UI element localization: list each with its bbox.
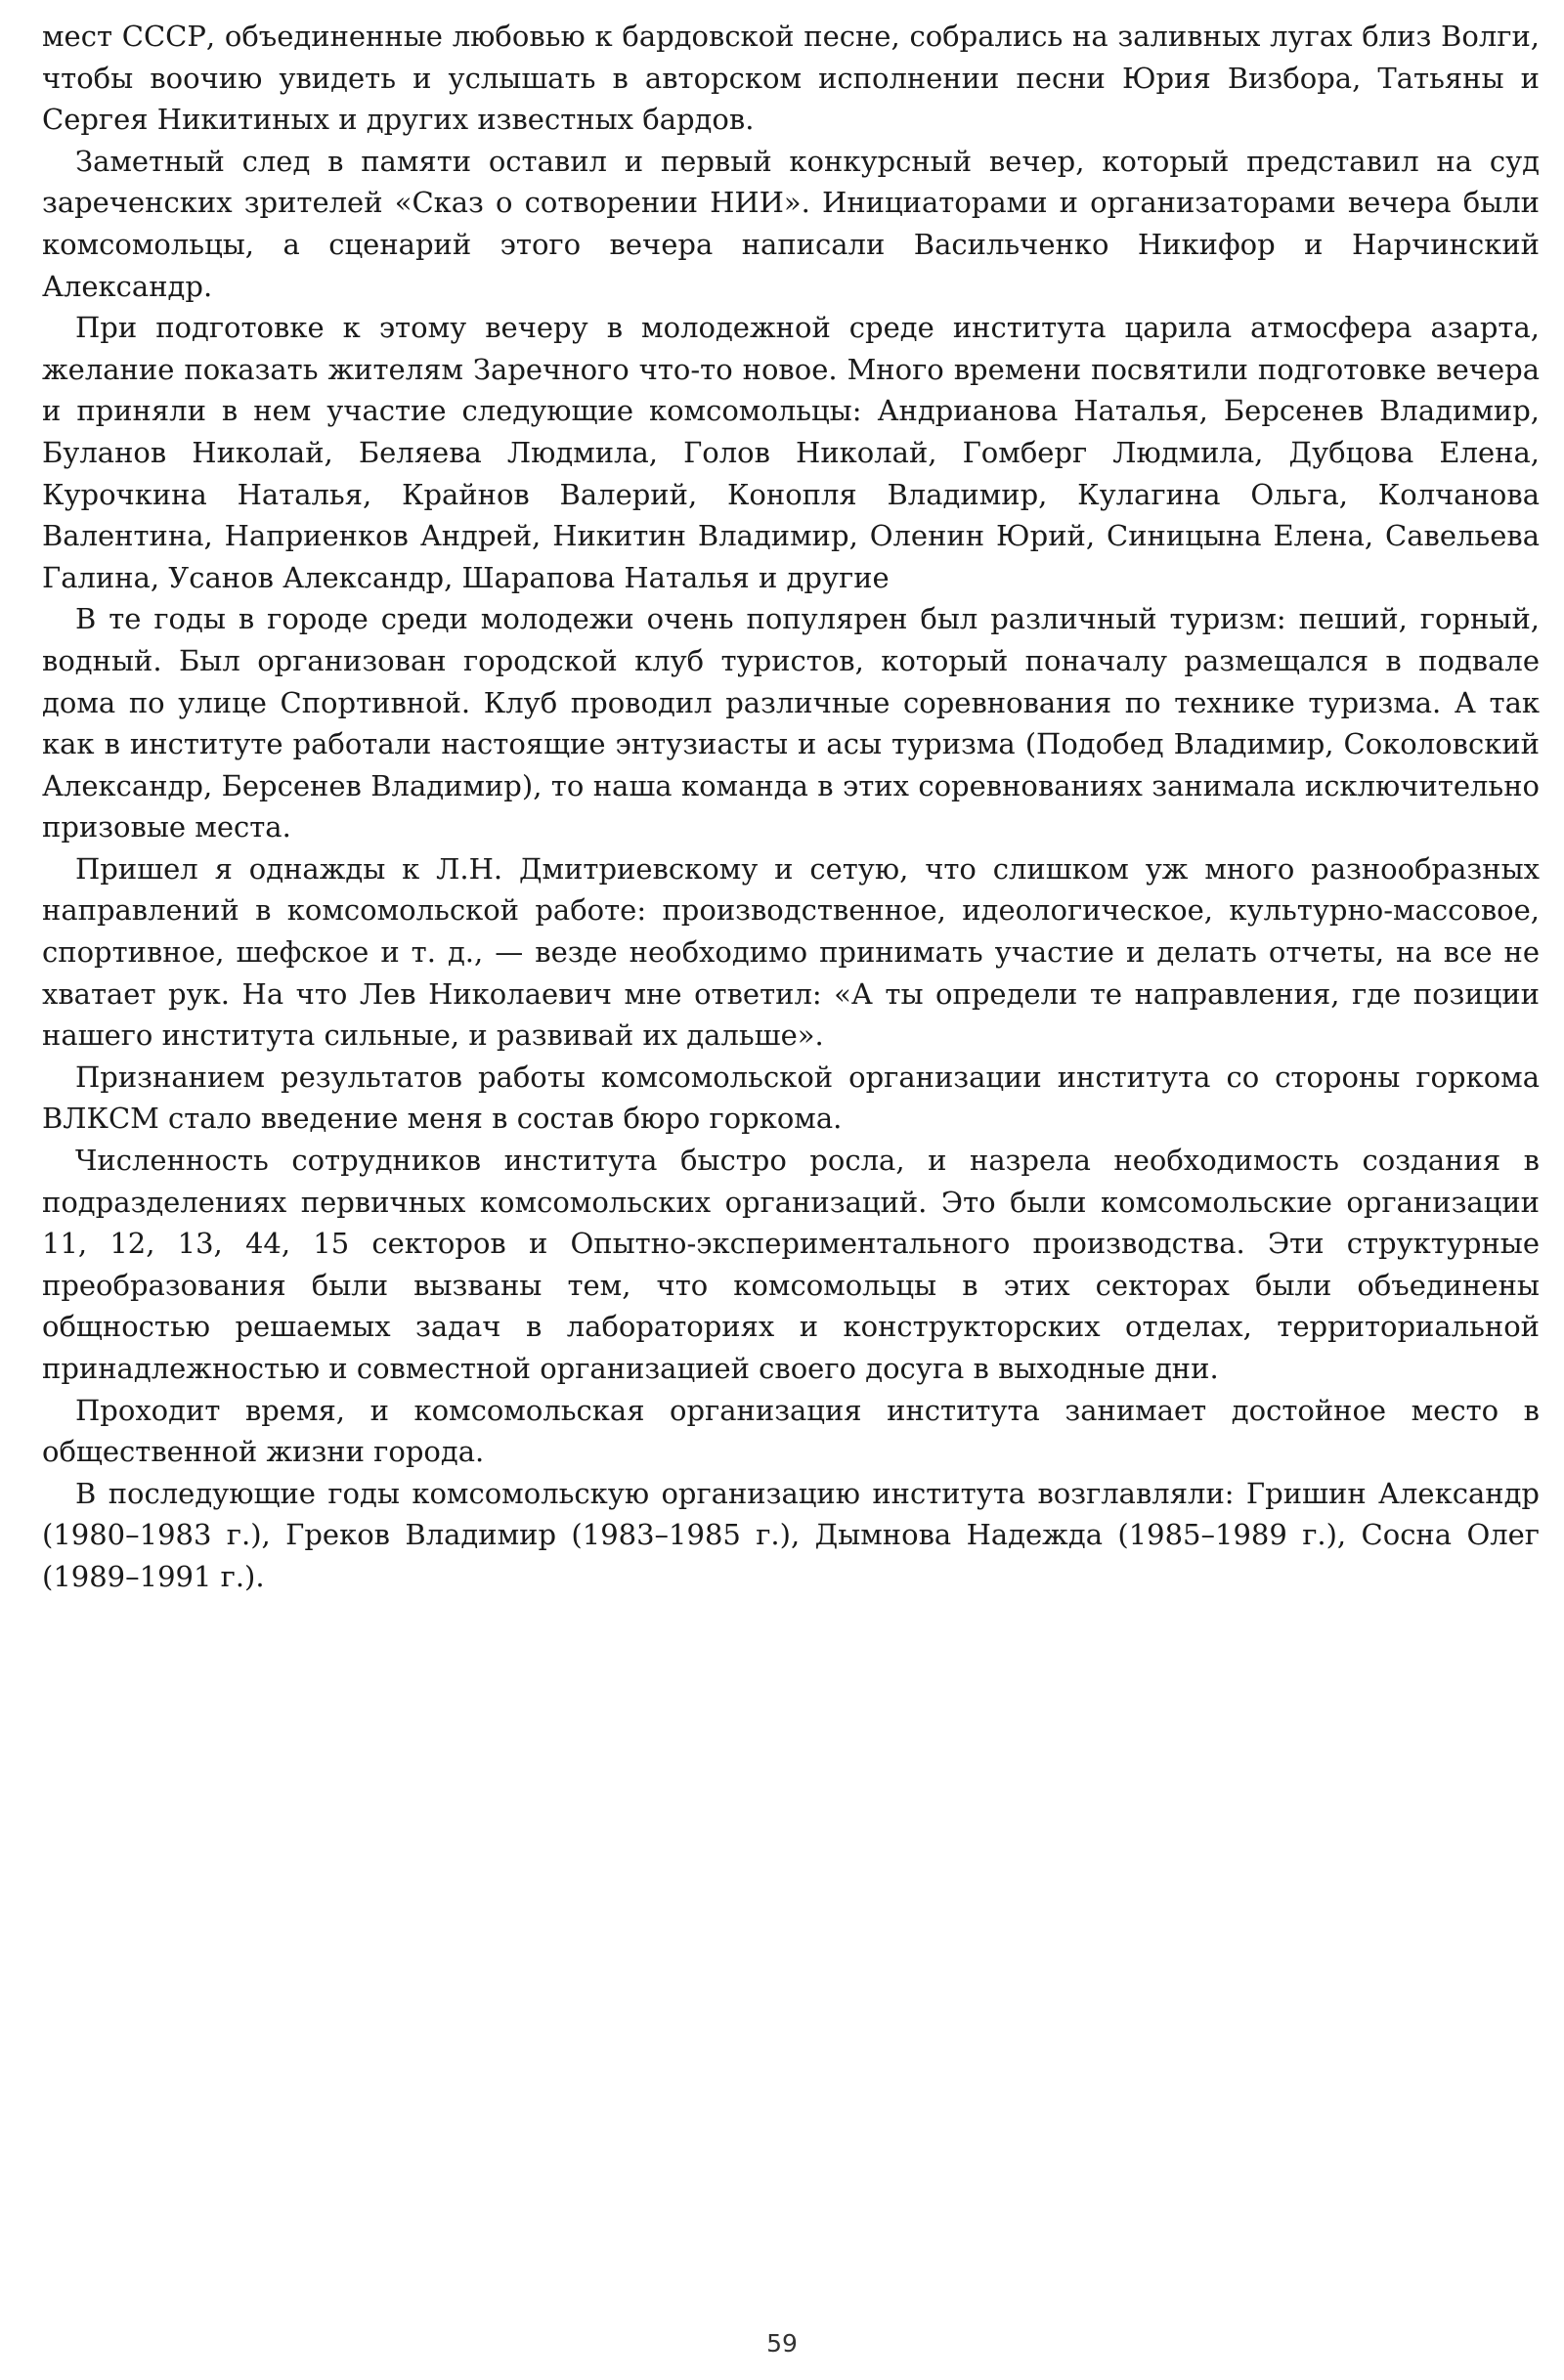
paragraph-7: Численность сотрудников института быстро росла, и назрела необходимость создания в подразделениях первичных комсомольских организаций. Это были комсомольские организации 11, 12, 13, 44, 15 секторов и Опытно-экспериментального производства. Эти структурные преобразования были вызваны тем, что комсомольцы в этих секторах были объединены общностью решаемых задач в лабораториях и конструкторских отделах, территориальной принадлежностью и совместной организацией своего досуга в выходные дни. [42,1144,1540,1385]
paragraph-6: Признанием результатов работы комсомольской организации института со стороны горкома ВЛКСМ стало введение меня в состав бюро горкома. [42,1060,1540,1136]
paragraph-3: При подготовке к этому вечеру в молодежной среде института царила атмосфера азарта, желание показать жителям Заречного что-то новое. Много времени посвятили подготовке вечера и приняли в нем участие следующие комсомольцы: Андрианова Наталья, Берсенев Владимир, Буланов Николай, Беляева Людмила, Голов Николай, Гомберг Людмила, Дубцова Елена, Курочкина Наталья, Крайнов Валерий, Конопля Владимир, Кулагина Ольга, Колчанова Валентина, Наприенков Андрей, Никитин Владимир, Оленин Юрий, Синицына Елена, Савельева Галина, Усанов Александр, Шарапова Наталья и другие [42,311,1540,594]
paragraph-2: Заметный след в памяти оставил и первый конкурсный вечер, который представил на суд зареченских зрителей «Сказ о сотворении НИИ». Инициаторами и организаторами вечера были комсомольцы, а сценарий этого вечера написали Васильченко Никифор и Нарчинский Александр. [42,144,1540,303]
paragraph-4: В те годы в городе среди молодежи очень популярен был различный туризм: пеший, горный, водный. Был организован городской клуб туристов, который поначалу размещался в подвале дома по улице Спортивной. Клуб проводил различные соревнования по технике туризма. А так как в институте работали настоящие энтузиасты и асы туризма (Подобед Владимир, Соколовский Александр, Берсенев Владимир), то наша команда в этих соревнованиях занимала исключительно призовые места. [42,602,1540,844]
paragraph-8: Проходит время, и комсомольская организация института занимает достойное место в общественной жизни города. [42,1393,1540,1469]
body-text [42,16,1540,1598]
paragraph-5: Пришел я однажды к Л.Н. Дмитриевскому и сетую, что слишком уж много разнообразных направлений в комсомольской работе: производственное, идеологическое, культурно-массовое, спортивное, шефское и т. д., — везде необходимо принимать участие и делать отчеты, на все не хватает рук. На что Лев Николаевич мне ответил: «А ты определи те направления, где позиции нашего института сильные, и развивай их дальше». [42,851,1540,1053]
paragraph-1-continuation: мест СССР, объединенные любовью к бардовской песне, собрались на заливных лугах близ Волги, чтобы воочию увидеть и услышать в авторском исполнении песни Юрия Визбора, Татьяны и Сергея Никитиных и других известных бардов. [42,20,1540,137]
page-number: 59 [766,2329,798,2358]
paragraph-9: В последующие годы комсомольскую организацию института возглавляли: Гришин Александр (1980–1983 г.), Греков Владимир (1983–1985 г.), Дымнова Надежда (1985–1989 г.), Сосна Олег (1989–1991 г.). [42,1476,1540,1593]
